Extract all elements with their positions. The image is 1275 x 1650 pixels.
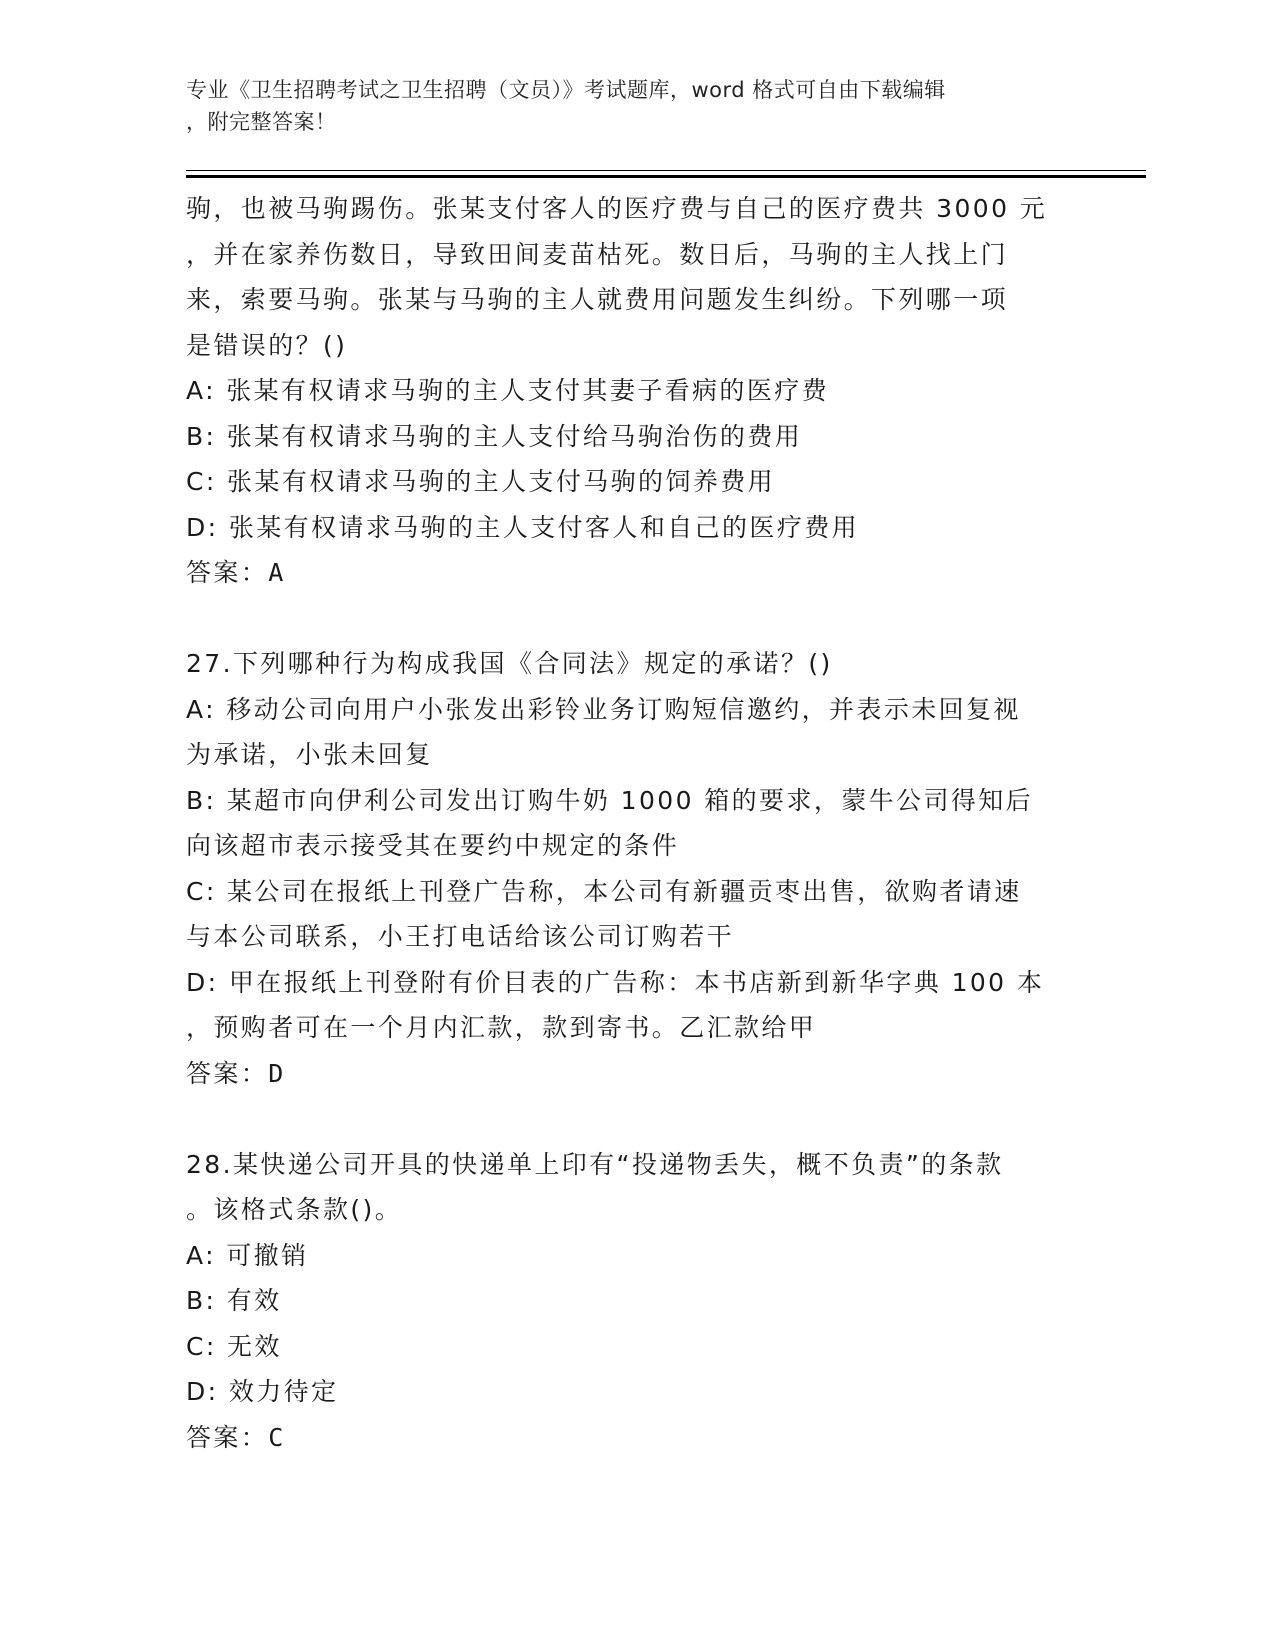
question-26: [186, 186, 1086, 596]
answer-value: D: [268, 1058, 286, 1088]
option-b-continued: 向该超市表示接受其在要约中规定的条件: [186, 831, 680, 860]
option-c: C: 张某有权请求马驹的主人支付马驹的饲养费用: [186, 467, 776, 496]
option-c-continued: 与本公司联系，小王打电话给该公司订购若干: [186, 922, 735, 951]
document-header: [186, 74, 1066, 138]
option-d: D: 甲在报纸上刊登附有价目表的广告称：本书店新到新华字典 100 本: [186, 967, 1045, 997]
answer-line: [186, 1415, 1086, 1461]
answer-value: C: [268, 1422, 286, 1452]
option-d: D: 效力待定: [186, 1377, 339, 1406]
answer-label: 答案：: [186, 558, 269, 587]
option-d-continued: ，预购者可在一个月内汇款，款到寄书。乙汇款给甲: [186, 1013, 817, 1042]
question-text-line: 是错误的？(): [186, 330, 348, 360]
option-c: C: 某公司在报纸上刊登广告称，本公司有新疆贡枣出售，欲购者请速: [186, 876, 1022, 906]
question-content: [186, 186, 1086, 1460]
option-a: A: 移动公司向用户小张发出彩铃业务订购短信邀约，并表示未回复视: [186, 694, 1021, 724]
answer-line: [186, 1051, 1086, 1097]
answer-label: 答案：: [186, 1058, 269, 1088]
spacer: [186, 596, 1086, 642]
answer-label: 答案：: [186, 1422, 269, 1452]
question-title: 27.下列哪种行为构成我国《合同法》规定的承诺？(): [186, 649, 833, 678]
question-text-line: 驹，也被马驹踢伤。张某支付客人的医疗费与自己的医疗费共 3000 元: [186, 194, 1048, 223]
question-text-line: 来，索要马驹。张某与马驹的主人就费用问题发生纠纷。下列哪一项: [186, 285, 1009, 314]
question-27: [186, 641, 1086, 1096]
header-line-2: ，附完整答案！: [186, 110, 337, 134]
option-b: B: 张某有权请求马驹的主人支付给马驹治伤的费用: [186, 421, 803, 451]
spacer: [186, 1096, 1086, 1142]
header-line-1: 专业《卫生招聘考试之卫生招聘（文员）》考试题库，word 格式可自由下载编辑: [186, 78, 946, 102]
answer-value: A: [268, 558, 286, 587]
question-title: 28.某快递公司开具的快递单上印有“投递物丢失，概不负责”的条款: [186, 1149, 1004, 1179]
header-divider-thick: [186, 175, 1146, 178]
header-divider-thin: [186, 170, 1146, 171]
option-b: B: 有效: [186, 1286, 282, 1315]
option-a: A: 张某有权请求马驹的主人支付其妻子看病的医疗费: [186, 376, 830, 405]
option-a-continued: 为承诺，小张未回复: [186, 740, 433, 769]
question-title-continued: 。该格式条款()。: [186, 1195, 403, 1224]
answer-line: [186, 550, 1086, 596]
option-b: B: 某超市向伊利公司发出订购牛奶 1000 箱的要求，蒙牛公司得知后: [186, 785, 1034, 815]
question-28: [186, 1142, 1086, 1461]
option-a: A: 可撤销: [186, 1240, 309, 1270]
option-c: C: 无效: [186, 1331, 282, 1361]
question-text-line: ，并在家养伤数日，导致田间麦苗枯死。数日后，马驹的主人找上门: [186, 239, 1009, 269]
option-d: D: 张某有权请求马驹的主人支付客人和自己的医疗费用: [186, 512, 860, 542]
